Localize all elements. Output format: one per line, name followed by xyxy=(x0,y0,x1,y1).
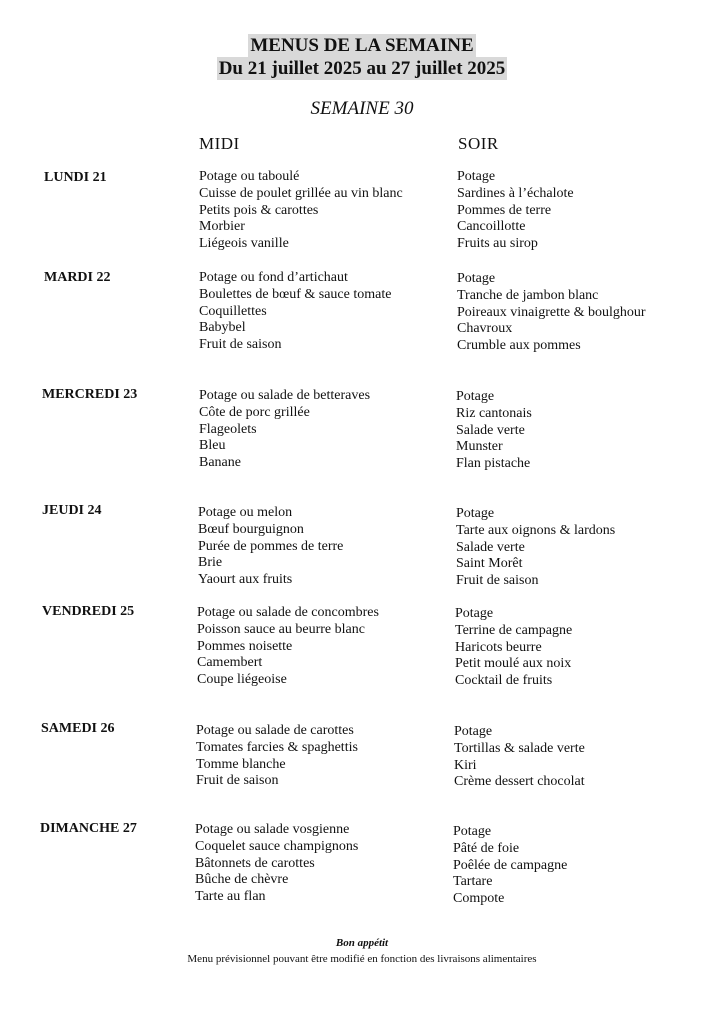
menu-item: Riz cantonais xyxy=(456,405,532,421)
midi-menu-jeudi xyxy=(198,505,343,589)
menu-item: Terrine de campagne xyxy=(455,622,573,638)
menu-item: Petit moulé aux noix xyxy=(455,656,572,672)
menu-item: Banane xyxy=(199,455,241,471)
menu-item: Salade verte xyxy=(456,422,525,438)
menu-item: Petits pois & carottes xyxy=(199,202,319,218)
menu-item: Bûche de chèvre xyxy=(195,872,289,888)
soir-menu-samedi xyxy=(454,724,585,791)
menu-item: Fruit de saison xyxy=(196,773,279,789)
menu-item: Potage ou taboulé xyxy=(199,169,300,184)
menu-item: Potage xyxy=(457,271,496,286)
midi-header: MIDI xyxy=(199,134,240,153)
menu-item: Coquelet sauce champignons xyxy=(195,838,359,854)
menu-item: Bleu xyxy=(199,438,226,454)
menu-item: Babybel xyxy=(199,320,246,336)
menu-item: Flan pistache xyxy=(456,456,531,472)
soir-menu-lundi xyxy=(457,169,574,253)
menu-item: Coupe liégeoise xyxy=(197,672,287,688)
title-block xyxy=(0,34,724,80)
menu-item: Flageolets xyxy=(199,421,257,437)
menu-item: Potage xyxy=(455,606,494,621)
menu-item: Tarte au flan xyxy=(195,889,266,905)
menu-item: Potage ou melon xyxy=(198,505,293,520)
midi-menu-dimanche xyxy=(195,822,358,906)
day-label-jeudi: JEUDI 24 xyxy=(42,503,102,518)
soir-menu-jeudi xyxy=(456,506,615,590)
menu-item: Saint Morêt xyxy=(456,556,523,572)
menu-item: Coquillettes xyxy=(199,303,267,319)
menu-item: Potage ou salade de carottes xyxy=(196,723,354,738)
menu-item: Pommes noisette xyxy=(197,638,293,654)
footer-greeting: Bon appétit xyxy=(335,937,389,949)
menu-item: Tranche de jambon blanc xyxy=(457,287,599,303)
menu-item: Purée de pommes de terre xyxy=(198,538,344,554)
menu-item: Morbier xyxy=(199,219,245,235)
midi-menu-mercredi xyxy=(199,388,370,472)
day-label-lundi: LUNDI 21 xyxy=(44,170,107,185)
menu-item: Camembert xyxy=(197,655,263,671)
week-label: SEMAINE 30 xyxy=(310,98,414,119)
menu-item: Brie xyxy=(198,555,223,571)
menu-item: Yaourt aux fruits xyxy=(198,572,293,588)
page-title: MENUS DE LA SEMAINE xyxy=(250,35,474,56)
menu-item: Potage xyxy=(453,824,492,839)
midi-menu-vendredi xyxy=(197,605,379,689)
menu-item: Pâté de foie xyxy=(453,840,520,856)
soir-header: SOIR xyxy=(458,134,499,153)
menu-item: Potage ou salade de concombres xyxy=(197,605,379,620)
menu-item: Potage xyxy=(457,169,496,184)
menu-item: Salade verte xyxy=(456,539,525,555)
menu-item: Crème dessert chocolat xyxy=(454,774,585,790)
day-label-vendredi: VENDREDI 25 xyxy=(42,604,135,619)
menu-item: Pommes de terre xyxy=(457,202,552,218)
menu-item: Cocktail de fruits xyxy=(455,673,553,689)
midi-menu-lundi xyxy=(199,169,403,253)
day-label-dimanche: DIMANCHE 27 xyxy=(40,821,137,836)
menu-item: Poêlée de campagne xyxy=(453,857,568,873)
soir-menu-mercredi xyxy=(456,389,532,473)
menu-item: Chavroux xyxy=(457,321,513,337)
footer-note: Menu prévisionnel pouvant être modifié en fonction des livraisons alimentaires xyxy=(187,953,537,965)
soir-menu-vendredi xyxy=(455,606,572,690)
day-label-mercredi: MERCREDI 23 xyxy=(42,387,138,402)
menu-item: Potage ou salade de betteraves xyxy=(199,388,371,403)
menu-item: Fruit de saison xyxy=(199,337,282,353)
menu-item: Bœuf bourguignon xyxy=(198,521,304,537)
day-label-samedi: SAMEDI 26 xyxy=(41,721,115,736)
menu-item: Cancoillotte xyxy=(457,219,526,235)
menu-item: Haricots beurre xyxy=(455,639,542,655)
midi-menu-mardi xyxy=(199,270,391,354)
menu-item: Poisson sauce au beurre blanc xyxy=(197,621,365,637)
menu-item: Cuisse de poulet grillée au vin blanc xyxy=(199,185,403,201)
menu-item: Tartare xyxy=(453,874,493,890)
menu-item: Sardines à l’échalote xyxy=(457,185,574,201)
menu-item: Crumble aux pommes xyxy=(457,338,581,354)
menu-item: Tomates farcies & spaghettis xyxy=(196,739,358,755)
menu-item: Compote xyxy=(453,891,505,907)
menu-item: Boulettes de bœuf & sauce tomate xyxy=(199,286,392,302)
menu-item: Côte de porc grillée xyxy=(199,404,310,420)
date-range: Du 21 juillet 2025 au 27 juillet 2025 xyxy=(218,58,506,79)
menu-item: Potage ou salade vosgienne xyxy=(195,822,350,837)
soir-menu-mardi xyxy=(457,271,646,355)
menu-item: Tarte aux oignons & lardons xyxy=(456,522,616,538)
menu-item: Bâtonnets de carottes xyxy=(195,855,315,871)
menu-item: Potage xyxy=(456,389,495,404)
menu-item: Kiri xyxy=(454,757,477,773)
menu-item: Fruit de saison xyxy=(456,573,539,589)
menu-item: Potage xyxy=(454,724,493,739)
soir-menu-dimanche xyxy=(453,824,567,908)
menu-item: Potage xyxy=(456,506,495,521)
menu-item: Potage ou fond d’artichaut xyxy=(199,270,348,285)
menu-item: Fruits au sirop xyxy=(457,236,538,252)
menu-item: Munster xyxy=(456,439,503,455)
menu-item: Poireaux vinaigrette & boulghour xyxy=(457,304,646,320)
day-label-mardi: MARDI 22 xyxy=(44,270,111,285)
midi-menu-samedi xyxy=(196,723,358,790)
menu-item: Liégeois vanille xyxy=(199,236,289,252)
menu-item: Tomme blanche xyxy=(196,756,286,772)
menu-item: Tortillas & salade verte xyxy=(454,740,585,756)
